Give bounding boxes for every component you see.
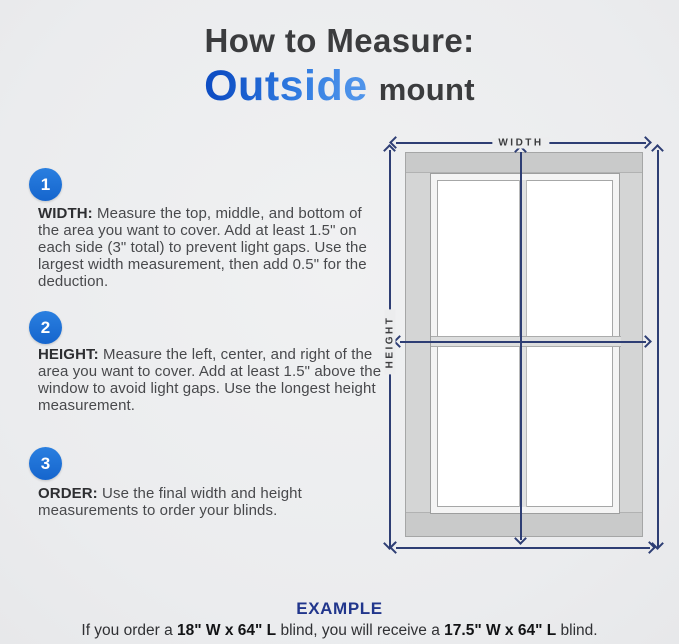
arrowhead-up-icon [651, 144, 664, 157]
page-header [0, 22, 679, 111]
page-title-line1: How to Measure: [204, 22, 475, 59]
step-3-text: ORDER: Use the final width and height measurements to order your blinds. [38, 485, 302, 519]
window-sash [430, 173, 620, 514]
arrowhead-right-icon [639, 136, 652, 149]
height-dimension-label: HEIGHT [385, 310, 396, 375]
page-title-highlight: Outside [204, 62, 368, 110]
step-2-label: HEIGHT: [38, 346, 99, 363]
example-section [0, 599, 679, 640]
example-heading: EXAMPLE [296, 599, 383, 618]
window-header-casing [406, 153, 642, 173]
step-2-number: 2 [40, 317, 51, 337]
height-arrow-line-right [657, 150, 659, 548]
window-sill [406, 512, 642, 536]
step-1-label: WIDTH: [38, 205, 93, 222]
page-title-rest: mount [378, 72, 475, 107]
page-title-line2 [0, 62, 679, 111]
step-1-number: 1 [40, 174, 51, 194]
example-received-size: 17.5" W x 64" L [444, 622, 557, 639]
step-1-badge [29, 168, 62, 201]
width-dimension-label: WIDTH [492, 138, 549, 149]
width-arrow-line-bottom [396, 547, 650, 549]
width-arrow-line-middle [400, 341, 646, 343]
step-3-number: 3 [40, 453, 51, 473]
example-ordered-size: 18" W x 64" L [177, 622, 277, 639]
step-3-label: ORDER: [38, 485, 98, 502]
step-3-badge [29, 447, 62, 480]
step-1-text: WIDTH: Measure the top, middle, and bottom of the area you want to cover. Add at least 1.5" on each side (3" total) to prevent light gaps. Use the largest width measurement, then add 0.5" for the deduction. [38, 205, 367, 290]
step-2-badge [29, 311, 62, 344]
window-frame [405, 152, 643, 537]
window-measure-diagram [380, 130, 675, 570]
center-measure-line [520, 152, 522, 540]
example-line: If you order a 18" W x 64" L blind, you will receive a 17.5" W x 64" L blind. [81, 622, 598, 639]
step-2-text: HEIGHT: Measure the left, center, and right of the area you want to cover. Add at least 1.5" above the window to avoid light gaps. Use the longest height measurement. [38, 346, 382, 414]
